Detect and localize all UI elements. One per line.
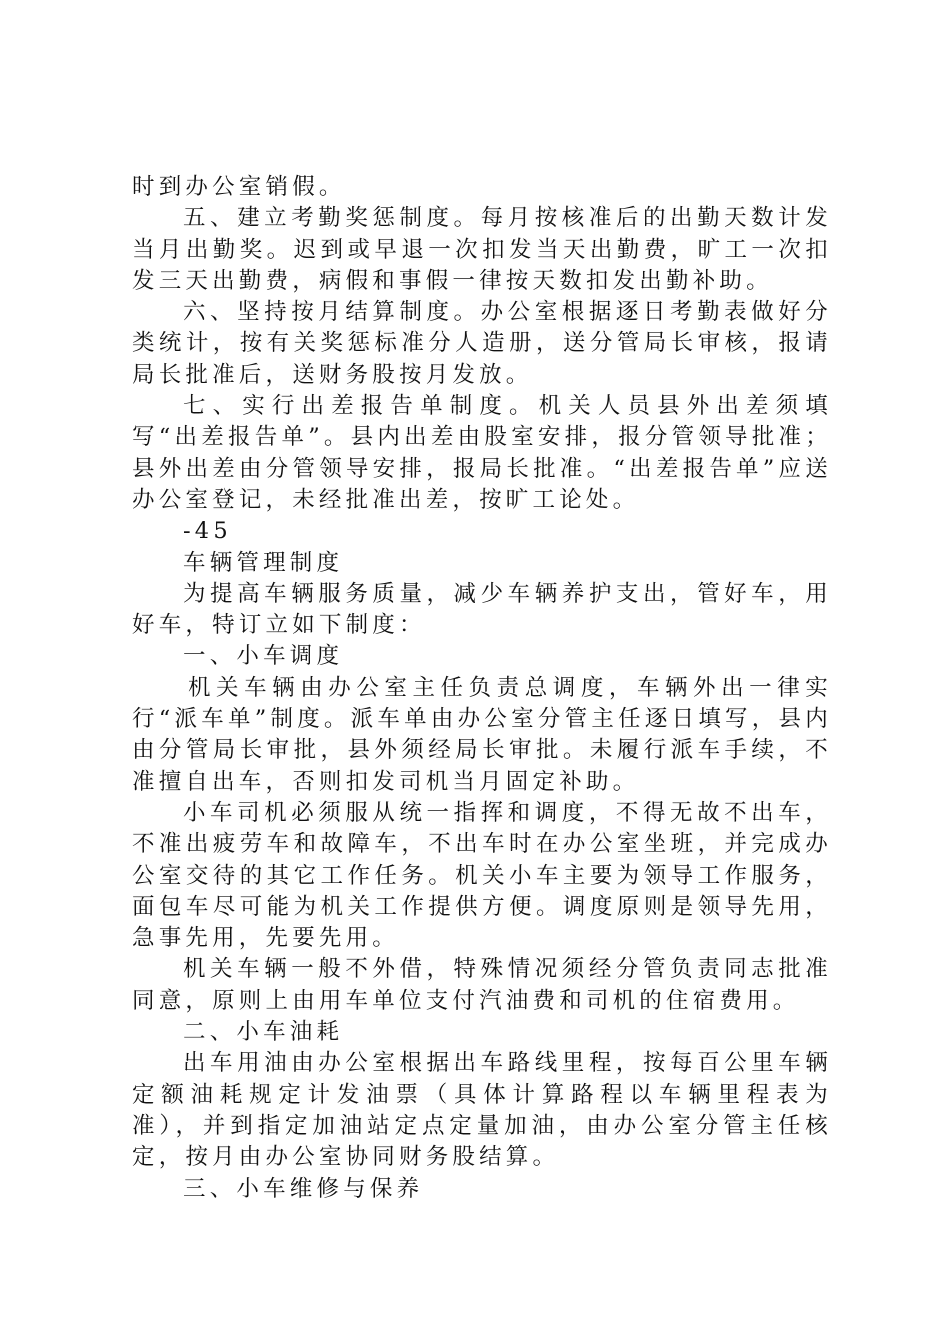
paragraph: 出车用油由办公室根据出车路线里程，按每百公里车辆定额油耗规定计发油票（具体计算路程以车辆里程表为准），并到指定加油站定点定量加油，由办公室分管主任核定，按月由办公室协同财务股结算。 (132, 1050, 832, 1171)
subsection-heading: 二、小车油耗 (183, 1019, 344, 1046)
page-number: -45 (183, 518, 232, 545)
subsection-heading: 三、小车维修与保养 (183, 1175, 424, 1202)
paragraph: 五、建立考勤奖惩制度。每月按核准后的出勤天数计发当月出勤奖。迟到或早退一次扣发当天出勤费，旷工一次扣发三天出勤费，病假和事假一律按天数扣发出勤补助。 (132, 205, 832, 294)
subsection-heading: 一、小车调度 (183, 643, 344, 670)
document-page (132, 172, 832, 1205)
paragraph: 时到办公室销假。 (132, 174, 346, 200)
paragraph: 机关车辆由办公室主任负责总调度，车辆外出一律实行“派车单”制度。派车单由办公室分管主任逐日填写，县内由分管局长审批，县外须经局长审批。未履行派车手续，不准擅自出车，否则扣发司机当月固定补助。 (132, 674, 832, 795)
paragraph: 小车司机必须服从统一指挥和调度，不得无故不出车，不准出疲劳车和故障车，不出车时在办公室坐班，并完成办公室交待的其它工作任务。机关小车主要为领导工作服务，面包车尽可能为机关工作提供方便。调度原则是领导先用，急事先用，先要先用。 (132, 799, 832, 952)
paragraph: 机关车辆一般不外借，特殊情况须经分管负责同志批准同意，原则上由用车单位支付汽油费和司机的住宿费用。 (132, 956, 832, 1014)
paragraph: 七、实行出差报告单制度。机关人员县外出差须填写“出差报告单”。县内出差由股室安排，报分管领导批准；县外出差由分管领导安排，报局长批准。“出差报告单”应送办公室登记，未经批准出差，按旷工论处。 (132, 393, 832, 513)
paragraph: 为提高车辆服务质量，减少车辆养护支出，管好车，用好车，特订立如下制度： (132, 580, 832, 639)
section-title: 车辆管理制度 (183, 549, 344, 576)
paragraph: 六、坚持按月结算制度。办公室根据逐日考勤表做好分类统计，按有关奖惩标准分人造册，送分管局长审核，报请局长批准后，送财务股按月发放。 (132, 299, 832, 388)
